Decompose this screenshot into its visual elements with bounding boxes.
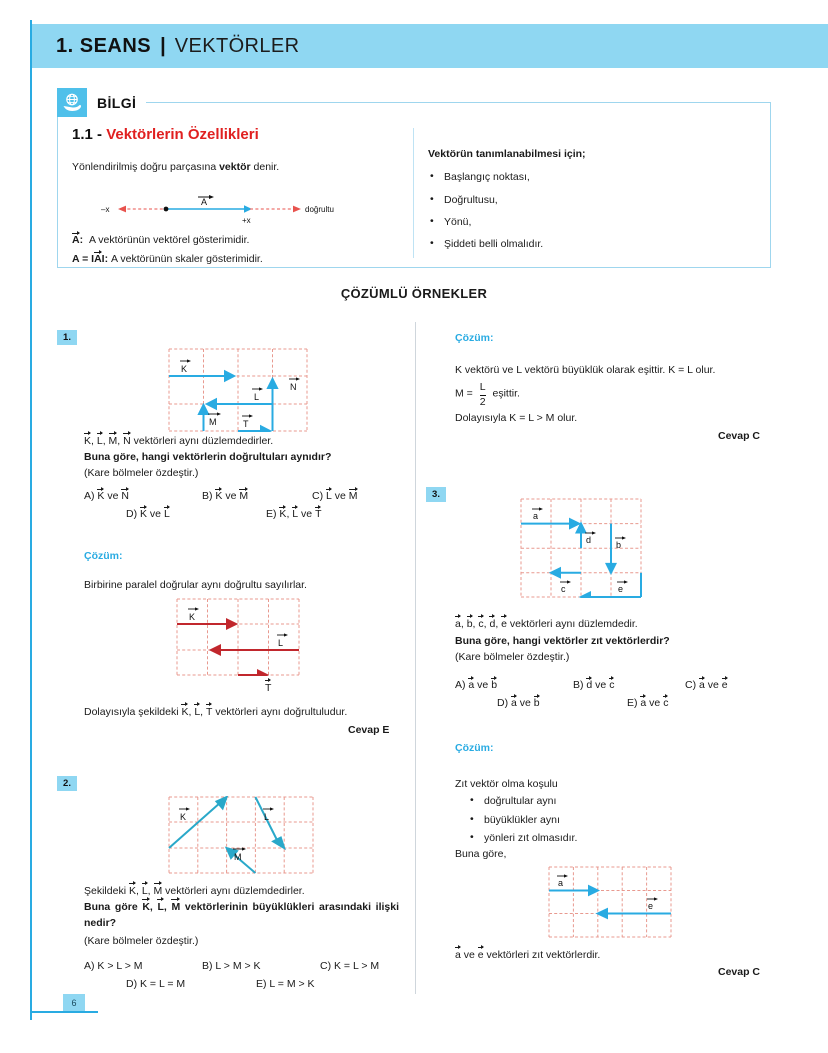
question-1-solution-line1: Birbirine paralel doğrular aynı doğrultu sayılırlar. [84,579,307,591]
vector-label-a: a [558,878,564,888]
list-item: • büyüklükler aynı [470,812,560,826]
section-title-text: Vektörlerin Özellikleri [106,126,259,143]
frac-tail: eşittir. [492,387,520,400]
axis-plus-label: +x [242,216,251,225]
question-3-solution-figure [548,866,672,938]
option-D[interactable]: D) a ve b [497,697,540,709]
question-1-solution-T-label: T [265,681,271,697]
fraction-numerator: L [479,381,486,393]
vector-label-N: N [290,382,297,392]
question-1-note: (Kare bölmeler özdeştir.) [84,467,199,479]
question-2-options [84,960,404,990]
question-number-3: 3. [426,487,446,502]
question-3-solution-mid: Buna göre, [455,848,507,860]
option-C[interactable]: C) K = L > M [320,960,380,972]
question-3-solution-bullets [470,794,770,847]
definition-scalar: A = IAI: A vektörünün skaler gösterimidir. [72,253,263,265]
option-E[interactable]: E) L = M > K [256,978,315,990]
option-D[interactable]: D) K ve L [126,508,170,520]
examples-heading: ÇÖZÜMLÜ ÖRNEKLER [340,286,488,301]
section-title [72,126,259,143]
vector-label-K: K [180,812,187,822]
question-number-2: 2. [57,776,77,791]
option-C[interactable]: C) L ve M [312,490,358,502]
info-right-heading: Vektörün tanımlanabilmesi için; [428,148,586,160]
info-intro [72,160,392,176]
question-number-1: 1. [57,330,77,345]
list-item: • doğrultular aynı [470,794,557,807]
definition-scalar-text: A vektörünün skaler gösterimidir. [111,253,263,265]
question-2-note: (Kare bölmeler özdeştir.) [84,935,199,947]
question-1-answer: Cevap E [348,724,390,736]
question-1-prompt: Buna göre, hangi vektörlerin doğrultuları aynıdır? [84,451,332,463]
footer-rule [30,1011,98,1013]
question-3-note: (Kare bölmeler özdeştir.) [455,651,570,663]
q1-statement-text: vektörleri aynı düzlemdedirler. [133,435,274,447]
definition-vectorial-text: A vektörünün vektörel gösterimidir. [88,234,250,246]
question-2-solution-line2: Dolayısıyla K = L > M olur. [455,412,578,424]
fraction-denominator: 2 [479,395,486,408]
option-C[interactable]: C) a ve e [685,679,728,691]
question-3-figure [520,498,642,598]
frac-lead: M = [455,387,473,400]
vector-label-b: b [616,540,622,550]
option-B[interactable]: B) d ve c [573,679,615,691]
option-A[interactable]: A) a ve b [455,679,498,691]
question-3-options [455,679,770,709]
info-box-label: BİLGİ [97,94,137,111]
question-1-figure [168,348,308,432]
option-E[interactable]: E) a ve c [627,697,669,709]
header-title: VEKTÖRLER [174,34,300,57]
list-item: • yönleri zıt olmasıdır. [470,831,578,845]
question-2-solution-line1: K vektörü ve L vektörü büyüklük olarak eşittir. K = L olur. [455,364,716,376]
question-2-statement: Şekildeki K, L, M vektörleri aynı düzlemdedirler. [84,884,414,900]
bullet-icon: • [470,831,474,844]
info-intro-post: denir. [250,161,280,173]
question-2-solution-fraction [455,382,520,408]
vector-label-a: a [533,511,539,521]
info-intro-pre: Yönlendirilmiş doğru parçasına [72,161,220,173]
list-item: • Doğrultusu, [444,192,748,208]
globe-in-hand-icon [57,88,87,117]
question-1-statement: K, L, M, N vektörleri aynı düzlemdedirler. [84,434,404,450]
header-separator: | [160,34,166,57]
option-A[interactable]: A) K > L > M [84,960,143,972]
info-right-list [428,169,748,252]
vector-label-K: K [181,364,188,374]
question-2-figure [168,796,314,874]
option-E[interactable]: E) K, L ve T [266,508,322,520]
info-box-badge [57,88,146,117]
vector-label-e: e [648,901,654,911]
vector-label-c: c [561,584,566,594]
column-divider [415,322,416,994]
question-3-statement: a, b, c, d, e vektörleri aynı düzlemdedir. [455,617,765,633]
info-left-column [72,160,392,176]
vector-label-d: d [586,535,592,545]
question-3-prompt: Buna göre, hangi vektörler zıt vektörlerdir? [455,635,670,647]
question-2-solution-label: Çözüm: [455,332,494,344]
left-spine [30,20,32,1020]
question-1-solution-line2: Dolayısıyla şekildeki K, L, T vektörleri aynı doğrultuludur. [84,705,414,721]
vector-label-L: L [264,812,270,822]
option-A[interactable]: A) K ve N [84,490,129,502]
header-session: 1. SEANS [56,34,152,57]
question-2-prompt: Buna göre K, L, M vektörlerinin büyüklükleri arasındaki ilişki nedir? [84,901,399,929]
definition-vectorial: A: A vektörünün vektörel gösterimidir. [72,234,250,246]
question-3-answer: Cevap C [718,966,761,978]
question-1-solution-figure [176,598,300,676]
vector-label-K: K [189,612,196,622]
section-number: 1.1 - [72,126,103,143]
axis-left-label: –x [101,205,110,214]
info-intro-bold: vektör [219,161,251,173]
question-1-solution-label: Çözüm: [84,550,123,562]
vector-label-M: M [234,852,242,862]
axis-vector-label: A [201,197,208,207]
fraction-L-over-2 [480,382,486,408]
option-B[interactable]: B) L > M > K [202,960,261,972]
axis-right-label: doğrultu [305,205,334,214]
page-header [32,24,828,68]
question-2-answer: Cevap C [718,430,761,442]
question-3-solution-line2: a ve e vektörleri zıt vektörlerdir. [455,948,765,964]
page-number-tab: 6 [63,994,85,1012]
list-item: • Başlangıç noktası, [444,169,748,185]
vector-label-L: L [254,392,260,402]
vector-label-T: T [243,419,249,429]
option-D[interactable]: D) K = L = M [126,978,186,990]
option-B[interactable]: B) K ve M [202,490,249,502]
list-item: • Yönü, [444,214,748,230]
vector-label-M: M [209,417,217,427]
question-3-solution-line1: Zıt vektör olma koşulu [455,778,558,790]
question-3-solution-label: Çözüm: [455,742,494,754]
vector-label-e: e [618,584,624,594]
bullet-icon: • [470,794,474,806]
info-right-column [428,146,748,258]
bullet-icon: • [470,812,474,825]
vector-label-L: L [278,638,284,648]
info-box-divider [413,128,414,258]
list-item: • Şiddeti belli olmalıdır. [444,236,748,252]
axis-figure [100,192,350,226]
question-1-options [84,490,404,520]
